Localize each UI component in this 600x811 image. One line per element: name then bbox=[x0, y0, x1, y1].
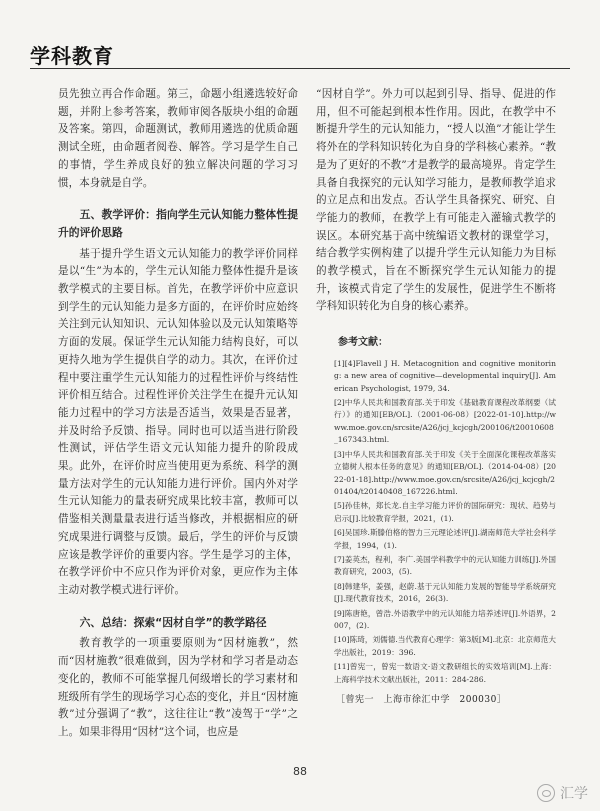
wechat-icon bbox=[537, 784, 555, 802]
reference-item: [5]孙佳林，郑长龙.自主学习能力评价的国际研究：现状、趋势与启示[J].比较教育学报，2021，(1). bbox=[334, 501, 556, 523]
reference-item: [3]中华人民共和国教育部.关于印发《关于全面深化课程改革落实立德树人根本任务的意见》的通知[EB/OL].（2014-04-08）[2022-01-18].http://www.moe.gov.cn/srcsite/A26/jcj_kcjcgh/201404/t20140408_167226.html. bbox=[334, 449, 556, 496]
reference-item: [10]陈琦，刘儒德.当代教育心理学：第3版[M].北京：北京师范大学出版社，2019：396. bbox=[334, 635, 556, 657]
section-heading-5: 五、教学评价：指向学生元认知能力整体性提升的评价思路 bbox=[58, 208, 298, 239]
reference-item: [11]曾宪一，曾宪一数语文·语文教研组长的实效培训[M].上海：上海科学技术文献出版社，2011：284-286. bbox=[334, 662, 556, 684]
left-column bbox=[58, 86, 298, 742]
references-title: 参考文献： bbox=[338, 337, 388, 349]
reference-item: [9]陈唐艳，曾浩.外语教学中的元认知能力培养述评[J].外语界，2007，(2). bbox=[334, 608, 556, 630]
header-divider bbox=[30, 68, 570, 69]
paragraph: 教育教学的一项重要原则为“因材施教”，然而“因材施教”很难做到，因为学材和学习者是动态变化的，教师不可能掌握几何级增长的学习素材和班级所有学生的现场学习心态的变化，并且“因材施教”过分强调了“教”，这往往让“教”凌驾于“学”之上。如果非得用“因材”这个词，也应是 bbox=[58, 637, 298, 738]
reference-item: [8]韩建华，姜强，赵蔚.基于元认知能力发展的智能导学系统研究[J].现代教育技术，2016，26(3). bbox=[334, 581, 556, 604]
section-heading-6: 六、总结：探索“因材自学”的教学路径 bbox=[79, 615, 267, 629]
references-list bbox=[316, 358, 556, 686]
reference-item: [2]中华人民共和国教育部.关于印发《基础教育课程改革纲要（试行）》的通知[EB/OL].（2001-06-08）[2022-01-10].http://www.moe.gov.cn/srcsite/A26/jcj_kcjcgh/200106/t20010608_167343.html. bbox=[334, 398, 556, 445]
reference-item: [6]吴国珍.斯滕伯格的智力三元理论述评[J].湖南师范大学社会科学学报，1994，(1). bbox=[334, 528, 556, 550]
reference-item: [1][4]Flavell J H. Metacognition and cognitive monitoring: a new area of cognitive—developmental inquiry[J]. American Psychologist, 1979, 34. bbox=[334, 358, 556, 393]
author-signature: ［曾宪一 上海市徐汇中学 200030］ bbox=[336, 695, 507, 705]
reference-item: [7]姜英杰，程利，李广.美国学科教学中的元认知能力训练[J].外国教育研究，2003，(5). bbox=[334, 554, 556, 577]
paragraph: “因材自学”。外力可以起到引导、指导、促进的作用，但不可能起到根本性作用。因此，在教学中不断提升学生的元认知能力，“授人以渔”才能让学生将外在的学科知识转化为自身的学科核心素养。“教是为了更好的不教”才是教学的最高境界。肯定学生具备自我探究的元认知学习能力，是教师教学追求的立足点和出发点。否认学生具备探究、研究、自学能力的教师，在教学上有可能走入灌输式教学的误区。本研究基于高中统编语文教材的课堂学习，结合教学实例构建了以提升学生元认知能力为目标的教学模式，旨在不断探究学生元认知能力的提升，该模式肯定了学生的发展性，促进学生不断将学科知识转化为自身的核心素养。 bbox=[316, 88, 556, 313]
right-column bbox=[316, 86, 556, 710]
page-number: 88 bbox=[293, 765, 307, 778]
watermark bbox=[537, 783, 588, 803]
paragraph: 员先独立再合作命题。第三，命题小组遴选较好命题，并附上参考答案，教师审阅各版块小组的命题及答案。第四，命题测试，教师用遴选的优质命题测试全班，由命题者阅卷、解答。学习是学生自己的事情，学生养成良好的独立解决问题的学习习惯，本身就是自学。 bbox=[58, 88, 298, 189]
journal-section-title: 学科教育 bbox=[30, 44, 114, 68]
paragraph: 基于提升学生语文元认知能力的教学评价同样是以“生”为本的，学生元认知能力整体性提升是该教学模式的主要目标。首先，在教学评价中应意识到学生的元认知能力是多方面的，在评价时应始终关注到元认知知识、元认知体验以及元认知策略等方面的发展。保证学生元认知能力结构良好，可以更持久地为学生提供自学的动力。其次，在评价过程中要注重学生元认知能力的过程性评价与终结性评价相互结合。过程性评价关注学生在提升元认知能力过程中的学习方法是否适当，效果是否显著，并及时给予反馈、指导。同时也可以适当进行阶段性测试，评估学生语文元认知能力提升的阶段成果。此外，在评价时应当使用更为系统、科学的测量方法对学生的元认知能力进行评价。国内外对学生元认知能力的量表研究成果比较丰富，教师可以借鉴相关测量量表进行适当修改，并根据相应的研究成果进行调整与反馈。最后，学生的评价与反馈应该是教学评价的重要内容。学生是学习的主体，在教学评价中不应只作为评价对象，更应作为主体主动对教学模式进行评价。 bbox=[58, 247, 298, 596]
watermark-text: 汇学 bbox=[560, 786, 588, 802]
